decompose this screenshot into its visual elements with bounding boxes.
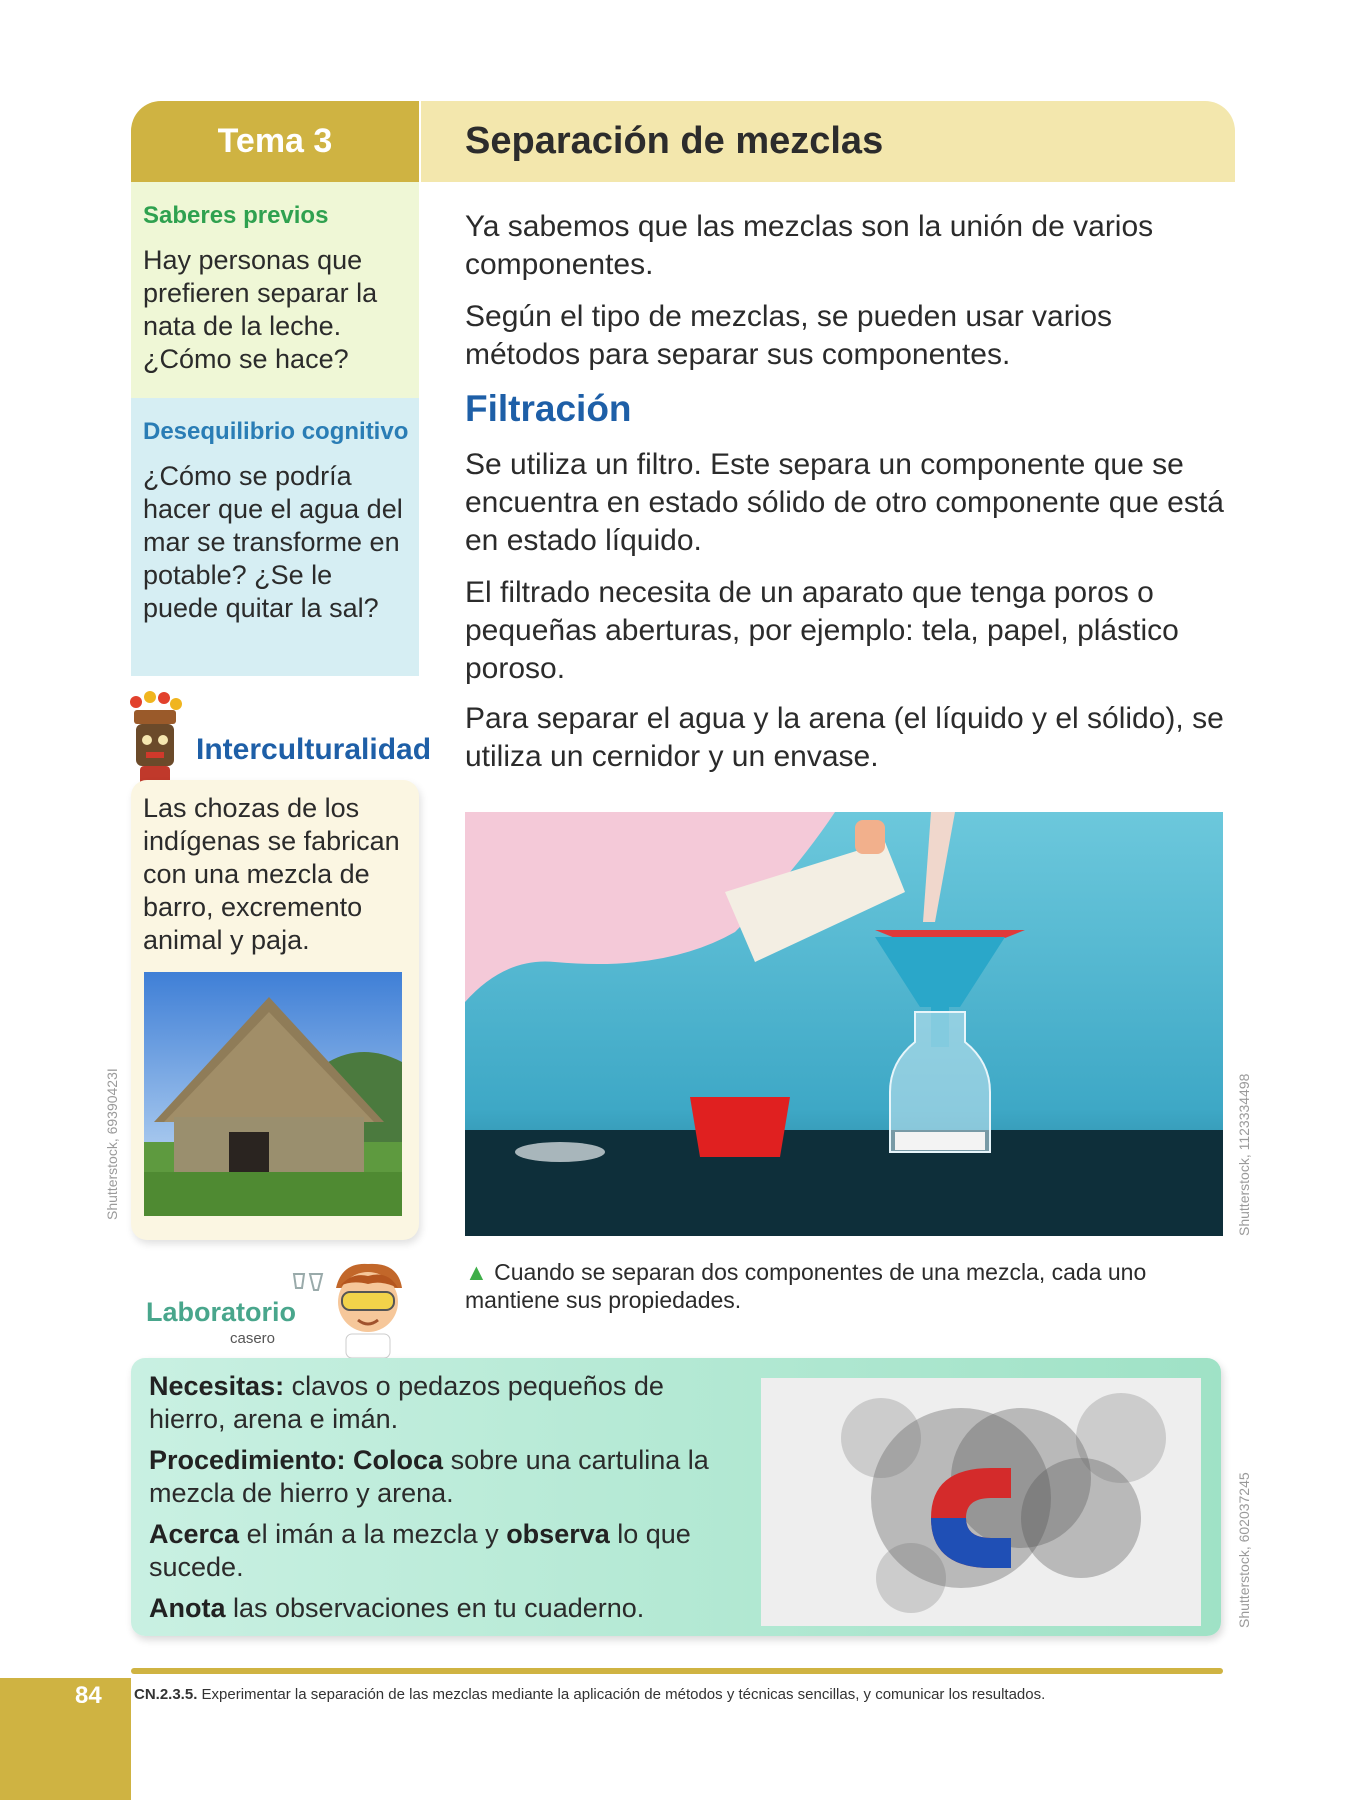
procedimiento-label: Procedimiento: [149,1445,346,1475]
filtration-photo [465,812,1223,1236]
interculturalidad-title: Interculturalidad [196,733,432,766]
page-number: 84 [75,1682,102,1709]
laboratorio-subtitle: casero [230,1330,276,1347]
magnet-photo [761,1378,1201,1626]
footer-rule [131,1668,1223,1674]
desequilibrio-box [131,398,419,676]
scientist-boy-icon [322,1258,414,1358]
cernidor-paragraph: Para separar el agua y la arena (el líquido y el sólido), se utiliza un cernidor y un envase. [465,702,1224,773]
lab-glassware-icon [290,1270,326,1294]
hut-photo [144,972,402,1216]
desequilibrio-text: ¿Cómo se podría hacer que el agua del mar se transforme en potable? ¿Se le puede quitar la sal? [143,461,403,623]
desequilibrio-title: Desequilibrio cognitivo [143,418,409,445]
coloca-label: Coloca [353,1445,444,1475]
procedimiento-line [149,1444,709,1510]
observa-label: observa [506,1519,610,1549]
methods-paragraph: Según el tipo de mezclas, se pueden usar varios métodos para separar sus componentes. [465,300,1113,371]
filtrado-paragraph: El filtrado necesita de un aparato que tenga poros o pequeñas aberturas, por ejemplo: tela, papel, plástico poroso. [465,576,1179,685]
interculturalidad-box [131,780,419,1240]
page-number-tab [0,1678,131,1800]
caption-triangle-icon: ▲ [465,1259,488,1285]
procedimiento-text: sobre una cartulina la mezcla de hierro y arena. [149,1445,709,1508]
necesitas-label: Necesitas: [149,1371,285,1401]
saberes-previos-box [131,182,419,398]
caption-text: Cuando se separan dos componentes de una mezcla, cada uno mantiene sus propiedades. [465,1259,1147,1313]
intro-paragraph: Ya sabemos que las mezclas son la unión de varios componentes. [465,210,1154,281]
observa-text: lo que sucede. [149,1519,691,1582]
necesitas-line [149,1370,709,1436]
anota-label: Anota [149,1593,226,1623]
curriculum-code: CN.2.3.5. [134,1686,198,1703]
filtration-photo-credit: Shutterstock, 1123334498 [1236,1073,1252,1236]
anota-line [149,1592,749,1625]
necesitas-text: clavos o pedazos pequeños de hierro, arena e imán. [149,1371,664,1434]
hut-photo-credit: Shutterstock, 69390423I [104,1068,120,1220]
curriculum-text: Experimentar la separación de las mezclas mediante la aplicación de métodos y técnicas sencillas, y comunicar los resultados. [197,1686,1046,1703]
interculturalidad-text: Las chozas de los indígenas se fabrican con una mezcla de barro, excremento animal y paja. [143,793,400,955]
laboratorio-box [131,1358,1221,1636]
saberes-previos-title: Saberes previos [143,202,329,229]
tema-label: Tema 3 [131,101,419,182]
anota-text: las observaciones en tu cuaderno. [225,1593,645,1623]
page-title: Separación de mezclas [421,101,1235,182]
saberes-previos-text: Hay personas que prefieren separar la nata de la leche. ¿Cómo se hace? [143,245,378,374]
curriculum-footnote [134,1686,1045,1703]
laboratorio-title: Laboratorio [146,1297,297,1327]
filtro-paragraph: Se utiliza un filtro. Este separa un componente que se encuentra en estado sólido de otro componente que está en estado líquido. [465,448,1224,557]
magnet-photo-credit: Shutterstock, 602037245 [1236,1472,1252,1628]
filtracion-heading: Filtración [465,388,632,429]
photo-caption [465,1258,1225,1314]
acerca-label: Acerca [149,1519,240,1549]
acerca-text: el imán a la mezcla y [239,1519,507,1549]
acerca-line [149,1518,709,1584]
